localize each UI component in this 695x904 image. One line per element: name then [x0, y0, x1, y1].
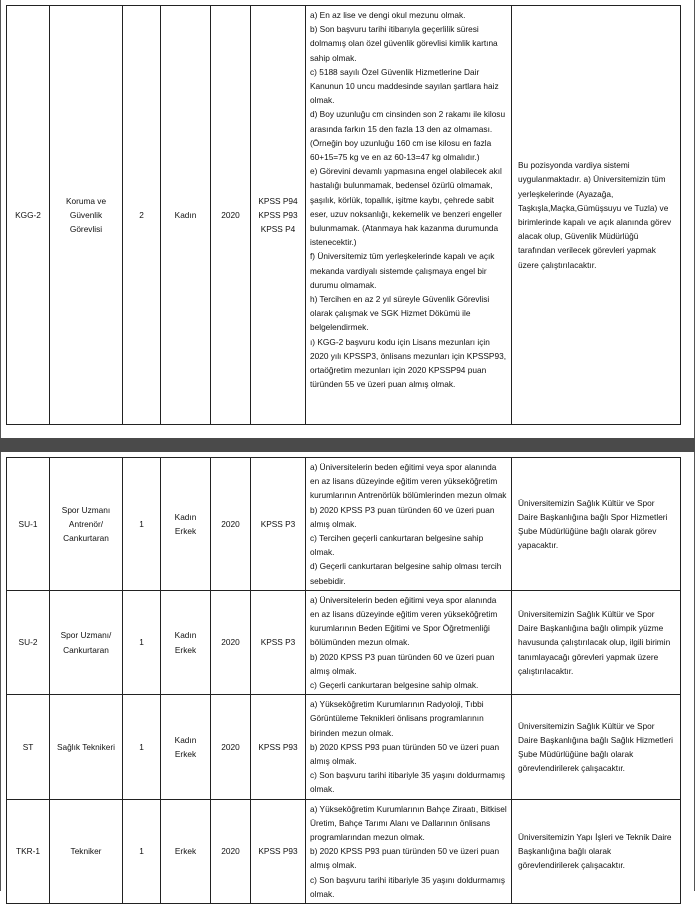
position-gender: Kadın	[161, 6, 211, 425]
positions-table-page-1	[6, 5, 681, 425]
requirement-item: a) En az lise ve dengi okul mezunu olmak.	[310, 10, 466, 20]
table-row	[7, 6, 681, 425]
requirement-item: e) Görevini devamlı yapmasına engel olabilecek akıl hastalığı bulunmamak, bedensel özürlü olmamak, şaşılık, körlük, topallık, işitme kaybı, çehrede sabit eser, uzuv noksanlığı, kekemelik ve benzeri engeller bulunmamak. (Atanmaya hak kazanma durumunda istenecektir.)	[310, 166, 502, 248]
position-notes: Bu pozisyonda vardiya sistemi uygulanmaktadır. a) Üniversitemizin tüm yerleşkelerinde (Ayazağa, Taşkışla,Maçka,Gümüşsuyu ve Tuzla) ve birimlerinde kapalı ve açık alanında görev alacak olup, Güvenlik Müdürlüğü tarafından verilecek görevleri yapmak üzere çalıştırılacaktır.	[512, 6, 681, 425]
table-row	[7, 590, 681, 694]
table-row	[7, 695, 681, 799]
position-kpss: KPSS P3	[251, 590, 306, 694]
position-requirements	[306, 799, 512, 903]
position-count: 1	[123, 799, 161, 903]
position-code: SU-2	[7, 590, 50, 694]
requirement-item: b) Son başvuru tarihi itibarıyla geçerlilik süresi dolmamış olan özel güvenlik görevlisi kimlik kartına sahip olmak.	[310, 24, 498, 63]
position-title: Koruma ve Güvenlik Görevlisi	[50, 6, 123, 425]
position-requirements	[306, 6, 512, 425]
position-count: 1	[123, 458, 161, 591]
requirement-item: c) 5188 sayılı Özel Güvenlik Hizmetlerine Dair Kanunun 10 uncu maddesinde sayılan şartlara haiz olmak.	[310, 66, 499, 106]
position-year: 2020	[211, 799, 251, 903]
table-row	[7, 799, 681, 903]
position-title: Sağlık Teknikeri	[50, 695, 123, 799]
positions-table-page-2	[6, 457, 681, 904]
requirement-item: c) Son başvuru tarihi itibariyle 35 yaşını doldurmamış olmak.	[310, 770, 506, 795]
position-title: Spor Uzmanı Antrenör/ Cankurtaran	[50, 458, 123, 591]
position-code: SU-1	[7, 458, 50, 591]
position-code: ST	[7, 695, 50, 799]
requirement-item: b) 2020 KPSS P3 puan türünden 60 ve üzeri puan almış olmak.	[310, 651, 495, 676]
position-notes: Üniversitemizin Yapı İşleri ve Teknik Daire Başkanlığına bağlı olarak görevlendirilerek çalışacaktır.	[512, 799, 681, 903]
requirement-item: b) 2020 KPSS P93 puan türünden 50 ve üzeri puan almış olmak.	[310, 741, 500, 767]
position-year: 2020	[211, 6, 251, 425]
position-gender: Erkek	[161, 799, 211, 903]
requirement-item: c) Tercihen geçerli cankurtaran belgesine sahip olmak.	[310, 533, 484, 558]
requirement-item: c) Geçerli cankurtaran belgesine sahip olmak.	[310, 680, 479, 691]
table-row	[7, 458, 681, 591]
position-kpss: KPSS P93	[251, 695, 306, 799]
position-title: Tekniker	[50, 799, 123, 903]
position-count: 1	[123, 590, 161, 694]
requirement-item: d) Geçerli cankurtaran belgesine sahip olması tercih sebebidir.	[310, 561, 502, 586]
position-year: 2020	[211, 458, 251, 591]
position-title: Spor Uzmanı/ Cankurtaran	[50, 590, 123, 694]
position-requirements	[306, 458, 512, 591]
position-requirements	[306, 695, 512, 799]
position-requirements	[306, 590, 512, 694]
requirement-item: c) Son başvuru tarihi itibariyle 35 yaşını doldurmamış olmak.	[310, 874, 506, 899]
requirement-item: f) Üniversitemiz tüm yerleşkelerinde kapalı ve açık mekanda vardiyalı sistemde çalışmaya engel bir durumu olmamak.	[310, 251, 495, 290]
requirement-item: ı) KGG-2 başvuru kodu için Lisans mezunları için 2020 yılı KPSSP3, önlisans mezunları için KPSSP93, ortaöğretim mezunları için 2020 KPSSP94 puan türünden 55 ve üzeri puan almış olmak.	[310, 336, 507, 390]
position-notes: Üniversitemizin Sağlık Kültür ve Spor Daire Başkanlığına bağlı Spor Hizmetleri Şube Müdürlüğüne bağlı olarak görev yapacaktır.	[512, 458, 681, 591]
position-kpss: KPSS P3	[251, 458, 306, 591]
requirement-item: a) Üniversitelerin beden eğitimi veya spor alanında en az lisans düzeyinde eğitim veren yükseköğretim kurumlarının Beden Eğitimi ve Spor Öğretmenliği bölümünden mezun olmak.	[310, 594, 498, 648]
position-count: 2	[123, 6, 161, 425]
requirement-item: h) Tercihen en az 2 yıl süreyle Güvenlik Görevlisi olarak çalışmak ve SGK Hizmet Dökümü ile belgelendirmek.	[310, 294, 490, 333]
requirement-item: b) 2020 KPSS P93 puan türünden 50 ve üzeri puan almış olmak.	[310, 846, 500, 871]
requirement-item: d) Boy uzunluğu cm cinsinden son 2 rakamı ile kilosu arasında farkın 15 den fazla 13 den az olmaması. (Örneğin boy uzunluğu 160 cm ise kilosu en fazla 60+15=75 kg ve en az 60-13=47 kg olmalıdır.)	[310, 109, 506, 163]
position-kpss: KPSS P94 KPSS P93 KPSS P4	[251, 6, 306, 425]
requirement-item: a) Üniversitelerin beden eğitimi veya spor alanında en az lisans düzeyinde eğitim veren yükseköğretim kurumlarının Antrenörlük bölümlerinden mezun olmak	[310, 462, 507, 501]
position-gender: Kadın Erkek	[161, 590, 211, 694]
position-gender: Kadın Erkek	[161, 458, 211, 591]
position-code: TKR-1	[7, 799, 50, 903]
position-kpss: KPSS P93	[251, 799, 306, 903]
document-page-1	[0, 0, 695, 438]
requirement-item: a) Yükseköğretim Kurumlarının Bahçe Ziraatı, Bitkisel Üretim, Bahçe Tarımı Alanı ve Dallarının önlisans programlarından mezun olmak.	[310, 803, 507, 843]
position-notes: Üniversitemizin Sağlık Kültür ve Spor Daire Başkanlığına bağlı Sağlık Hizmetleri Şube Müdürlüğüne bağlı olarak görevlendirilerek çalışacaktır.	[512, 695, 681, 799]
requirement-item: b) 2020 KPSS P3 puan türünden 60 ve üzeri puan almış olmak.	[310, 504, 495, 529]
position-year: 2020	[211, 695, 251, 799]
position-gender: Kadın Erkek	[161, 695, 211, 799]
position-count: 1	[123, 695, 161, 799]
position-year: 2020	[211, 590, 251, 694]
requirement-item: a) Yükseköğretim Kurumlarının Radyoloji, Tıbbi Görüntüleme Teknikleri önlisans programlarının birinden mezun olmak.	[310, 699, 484, 738]
document-page-2	[0, 452, 695, 899]
page-separator	[0, 438, 695, 452]
position-notes: Üniversitemizin Sağlık Kültür ve Spor Daire Başkanlığına bağlı olimpik yüzme havusunda çalıştırılacak olup, ilgili birimin tanımlayacağı görevleri yapmak üzere çalıştırılacaktır.	[512, 590, 681, 694]
position-code: KGG-2	[7, 6, 50, 425]
